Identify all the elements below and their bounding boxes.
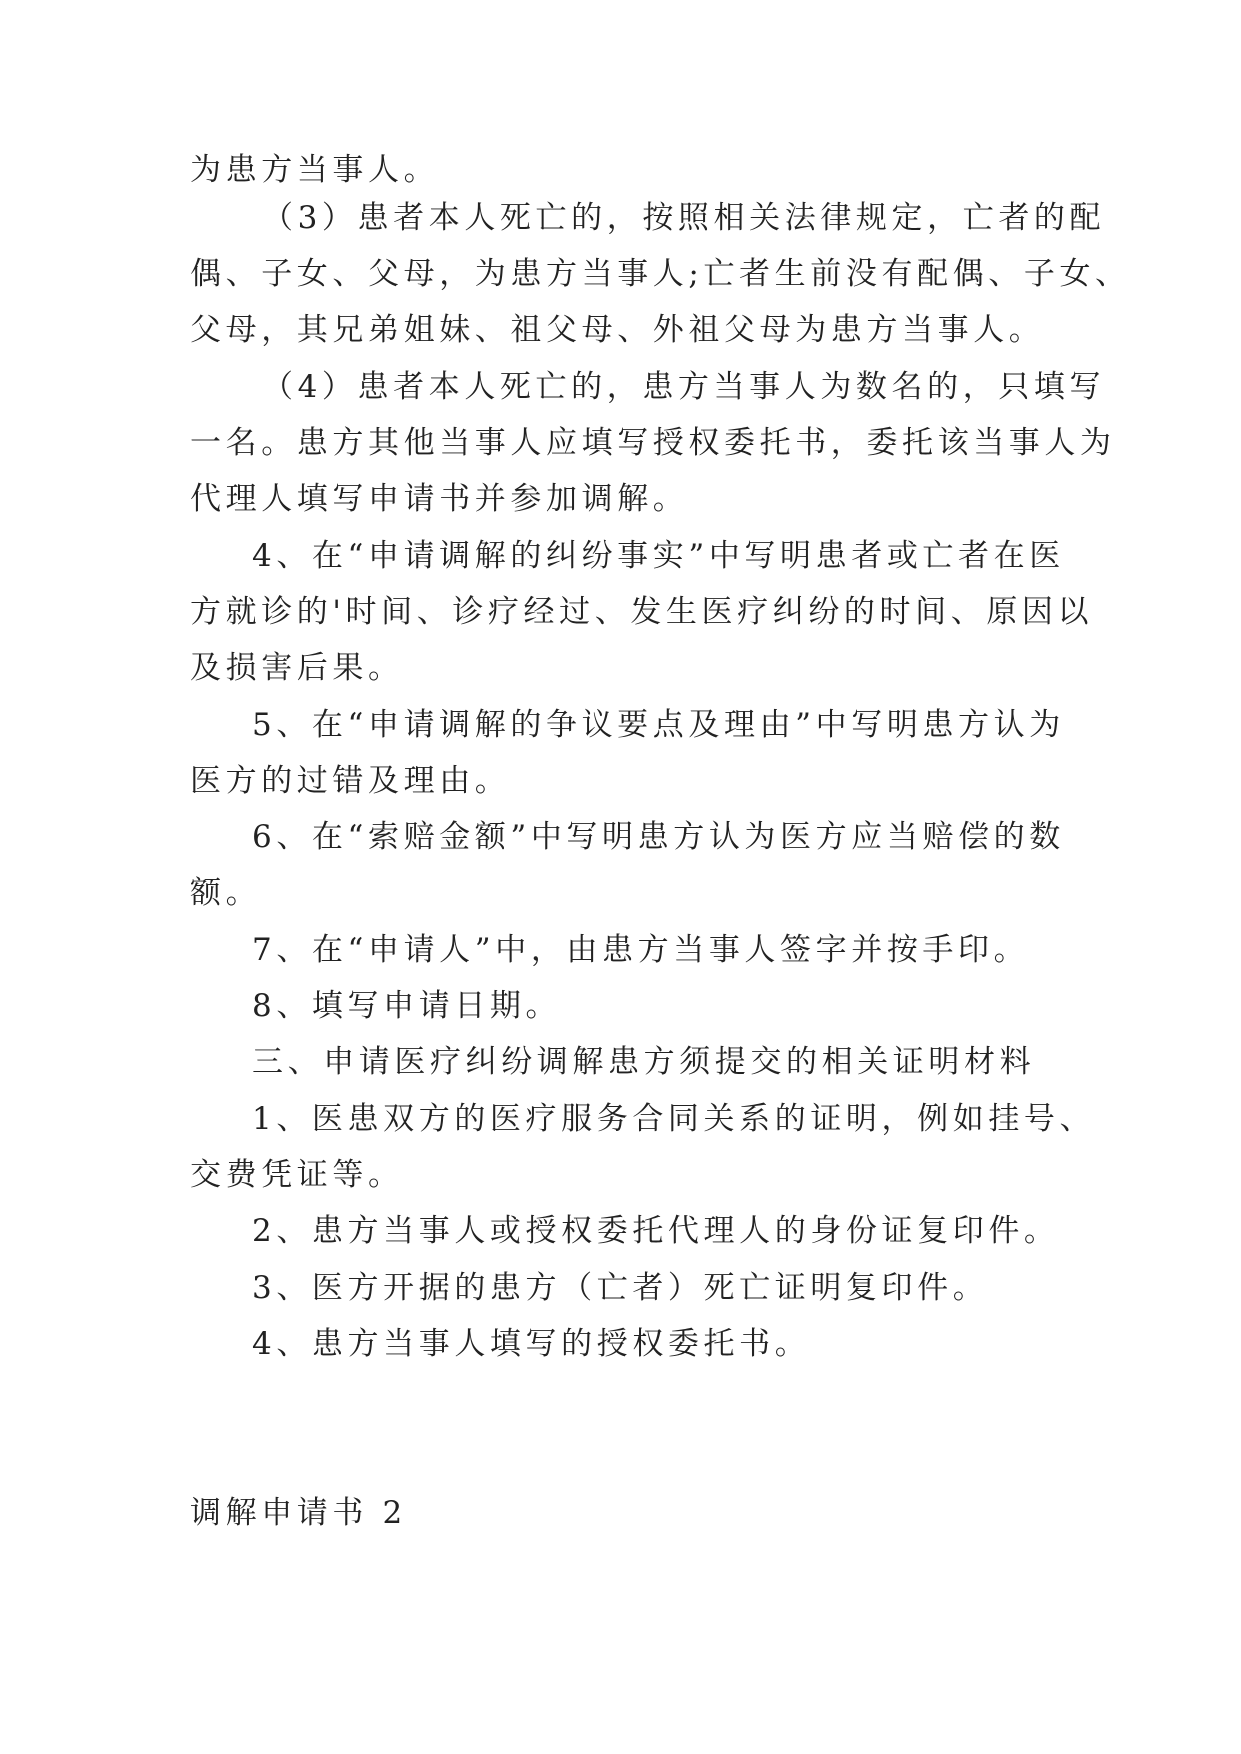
paragraph-line: 偶、子女、父母，为患方当事人;亡者生前没有配偶、子女、 xyxy=(190,256,1131,292)
paragraph-line: 3、医方开据的患方（亡者）死亡证明复印件。 xyxy=(252,1270,989,1306)
paragraph-line: 1、医患双方的医疗服务合同关系的证明，例如挂号、 xyxy=(252,1101,1096,1137)
paragraph-line: 代理人填写申请书并参加调解。 xyxy=(190,481,689,517)
paragraph-line: （4）患者本人死亡的，患方当事人为数名的，只填写 xyxy=(262,369,1106,405)
paragraph-line: 方就诊的'时间、诊疗经过、发生医疗纠纷的时间、原因以 xyxy=(190,594,1094,630)
paragraph-line: 4、在“申请调解的纠纷事实”中写明患者或亡者在医 xyxy=(252,538,1065,574)
paragraph-line: 额。 xyxy=(190,875,262,911)
paragraph-line: 5、在“申请调解的争议要点及理由”中写明患方认为 xyxy=(252,707,1065,743)
paragraph-line: 及损害后果。 xyxy=(190,650,404,686)
paragraph-line: 4、患方当事人填写的授权委托书。 xyxy=(252,1326,811,1362)
paragraph-line: 父母，其兄弟姐妹、祖父母、外祖父母为患方当事人。 xyxy=(190,312,1045,348)
paragraph-line: 交费凭证等。 xyxy=(190,1157,404,1193)
paragraph-line: 一名。患方其他当事人应填写授权委托书，委托该当事人为 xyxy=(190,425,1116,461)
paragraph-line: 7、在“申请人”中，由患方当事人签字并按手印。 xyxy=(252,932,1030,968)
paragraph-line: 2、患方当事人或授权委托代理人的身份证复印件。 xyxy=(252,1213,1060,1249)
paragraph-line: 6、在“索赔金额”中写明患方认为医方应当赔偿的数 xyxy=(252,819,1065,855)
section-title: 调解申请书 2 xyxy=(190,1495,407,1531)
paragraph-line: 8、填写申请日期。 xyxy=(252,988,562,1024)
paragraph-line: （3）患者本人死亡的，按照相关法律规定，亡者的配 xyxy=(262,200,1106,236)
paragraph-line: 医方的过错及理由。 xyxy=(190,763,511,799)
paragraph-line: 为患方当事人。 xyxy=(190,152,440,188)
paragraph-line: 三、申请医疗纠纷调解患方须提交的相关证明材料 xyxy=(252,1044,1036,1080)
